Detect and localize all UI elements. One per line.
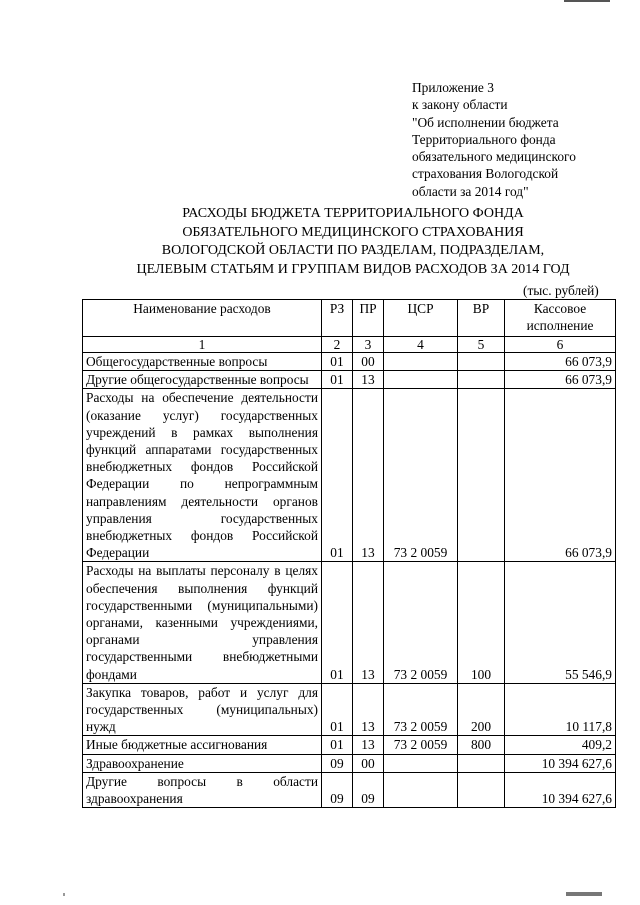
table-row	[83, 736, 616, 754]
row-amount: 409,2	[505, 736, 616, 754]
row-csr: 73 2 0059	[384, 736, 458, 754]
document-title	[86, 205, 620, 279]
scan-edge-mark	[566, 892, 602, 896]
appendix-line: страхования Вологодской	[412, 166, 559, 182]
table-row	[83, 683, 616, 736]
row-csr	[384, 353, 458, 371]
row-amount: 66 073,9	[505, 389, 616, 562]
row-csr	[384, 754, 458, 772]
column-number: 2	[322, 337, 353, 353]
row-name: Другие вопросы в области здравоохранения	[83, 772, 322, 807]
row-pr: 00	[353, 353, 384, 371]
row-pr: 00	[353, 754, 384, 772]
appendix-line: области за 2014 год"	[412, 183, 529, 199]
row-rz: 01	[322, 371, 353, 389]
header-csr: ЦСР	[384, 300, 458, 337]
row-name: Иные бюджетные ассигнования	[83, 736, 322, 754]
header-name: Наименование расходов	[83, 300, 322, 337]
scan-speck	[63, 893, 65, 896]
row-pr: 09	[353, 772, 384, 807]
table-row	[83, 754, 616, 772]
row-pr: 13	[353, 683, 384, 736]
title-line: ЦЕЛЕВЫМ СТАТЬЯМ И ГРУППАМ ВИДОВ РАСХОДОВ ЗА 2014 ГОД	[136, 261, 570, 277]
column-number-row	[83, 337, 616, 353]
appendix-line: "Об исполнении бюджета	[412, 114, 559, 130]
row-rz: 01	[322, 353, 353, 371]
appendix-note	[412, 79, 622, 200]
row-name: Другие общегосударственные вопросы	[83, 371, 322, 389]
row-vr: 100	[458, 562, 505, 683]
row-csr: 73 2 0059	[384, 683, 458, 736]
row-vr: 800	[458, 736, 505, 754]
row-name: Расходы на обеспечение деятельности (оказание услуг) государственных учреждений в рамках выполнения функций аппаратами государственных внебюджетных фондов Российской Федерации по непрограммным направлениям деятельности органов управления государственных внебюджетных фондов Российской Федерации	[83, 389, 322, 562]
row-rz: 09	[322, 754, 353, 772]
appendix-line: к закону области	[412, 97, 508, 113]
units-label: (тыс. рублей)	[523, 283, 599, 298]
title-line: РАСХОДЫ БЮДЖЕТА ТЕРРИТОРИАЛЬНОГО ФОНДА	[182, 206, 524, 221]
row-name: Расходы на выплаты персоналу в целях обеспечения выполнения функций государственными (муниципальными) органами, казенными учреждениями, органами управления государственными внебюджетными фондами	[83, 562, 322, 683]
header-row	[83, 300, 616, 337]
row-name: Закупка товаров, работ и услуг для государственных (муниципальных) нужд	[83, 683, 322, 736]
row-csr: 73 2 0059	[384, 389, 458, 562]
row-vr	[458, 772, 505, 807]
row-vr	[458, 371, 505, 389]
scan-edge-mark	[564, 0, 610, 2]
row-rz: 01	[322, 562, 353, 683]
row-vr: 200	[458, 683, 505, 736]
row-vr	[458, 389, 505, 562]
row-pr: 13	[353, 736, 384, 754]
header-amount: Кассовое исполнение	[505, 300, 616, 337]
column-number: 3	[353, 337, 384, 353]
table-row	[83, 772, 616, 807]
header-vr: ВР	[458, 300, 505, 337]
row-name: Здравоохранение	[83, 754, 322, 772]
row-amount: 66 073,9	[505, 353, 616, 371]
row-pr: 13	[353, 371, 384, 389]
appendix-line: Приложение 3	[412, 80, 494, 95]
row-pr: 13	[353, 562, 384, 683]
row-rz: 01	[322, 389, 353, 562]
row-csr	[384, 371, 458, 389]
table-row	[83, 389, 616, 562]
row-vr	[458, 754, 505, 772]
header-pr: ПР	[353, 300, 384, 337]
row-amount: 10 117,8	[505, 683, 616, 736]
row-pr: 13	[353, 389, 384, 562]
row-csr: 73 2 0059	[384, 562, 458, 683]
table-row	[83, 562, 616, 683]
column-number: 4	[384, 337, 458, 353]
column-number: 1	[83, 337, 322, 353]
column-number: 5	[458, 337, 505, 353]
row-amount: 10 394 627,6	[505, 754, 616, 772]
appendix-line: обязательного медицинского	[412, 149, 576, 165]
row-csr	[384, 772, 458, 807]
table-row	[83, 353, 616, 371]
expenses-table	[82, 299, 616, 808]
row-rz: 01	[322, 736, 353, 754]
row-amount: 10 394 627,6	[505, 772, 616, 807]
table-row	[83, 371, 616, 389]
row-amount: 66 073,9	[505, 371, 616, 389]
row-rz: 09	[322, 772, 353, 807]
title-line: ВОЛОГОДСКОЙ ОБЛАСТИ ПО РАЗДЕЛАМ, ПОДРАЗДЕЛАМ,	[161, 243, 545, 259]
row-rz: 01	[322, 683, 353, 736]
header-rz: РЗ	[322, 300, 353, 337]
row-vr	[458, 353, 505, 371]
appendix-line: Территориального фонда	[412, 131, 556, 147]
column-number: 6	[505, 337, 616, 353]
title-line: ОБЯЗАТЕЛЬНОГО МЕДИЦИНСКОГО СТРАХОВАНИЯ	[182, 224, 524, 240]
row-amount: 55 546,9	[505, 562, 616, 683]
row-name: Общегосударственные вопросы	[83, 353, 322, 371]
